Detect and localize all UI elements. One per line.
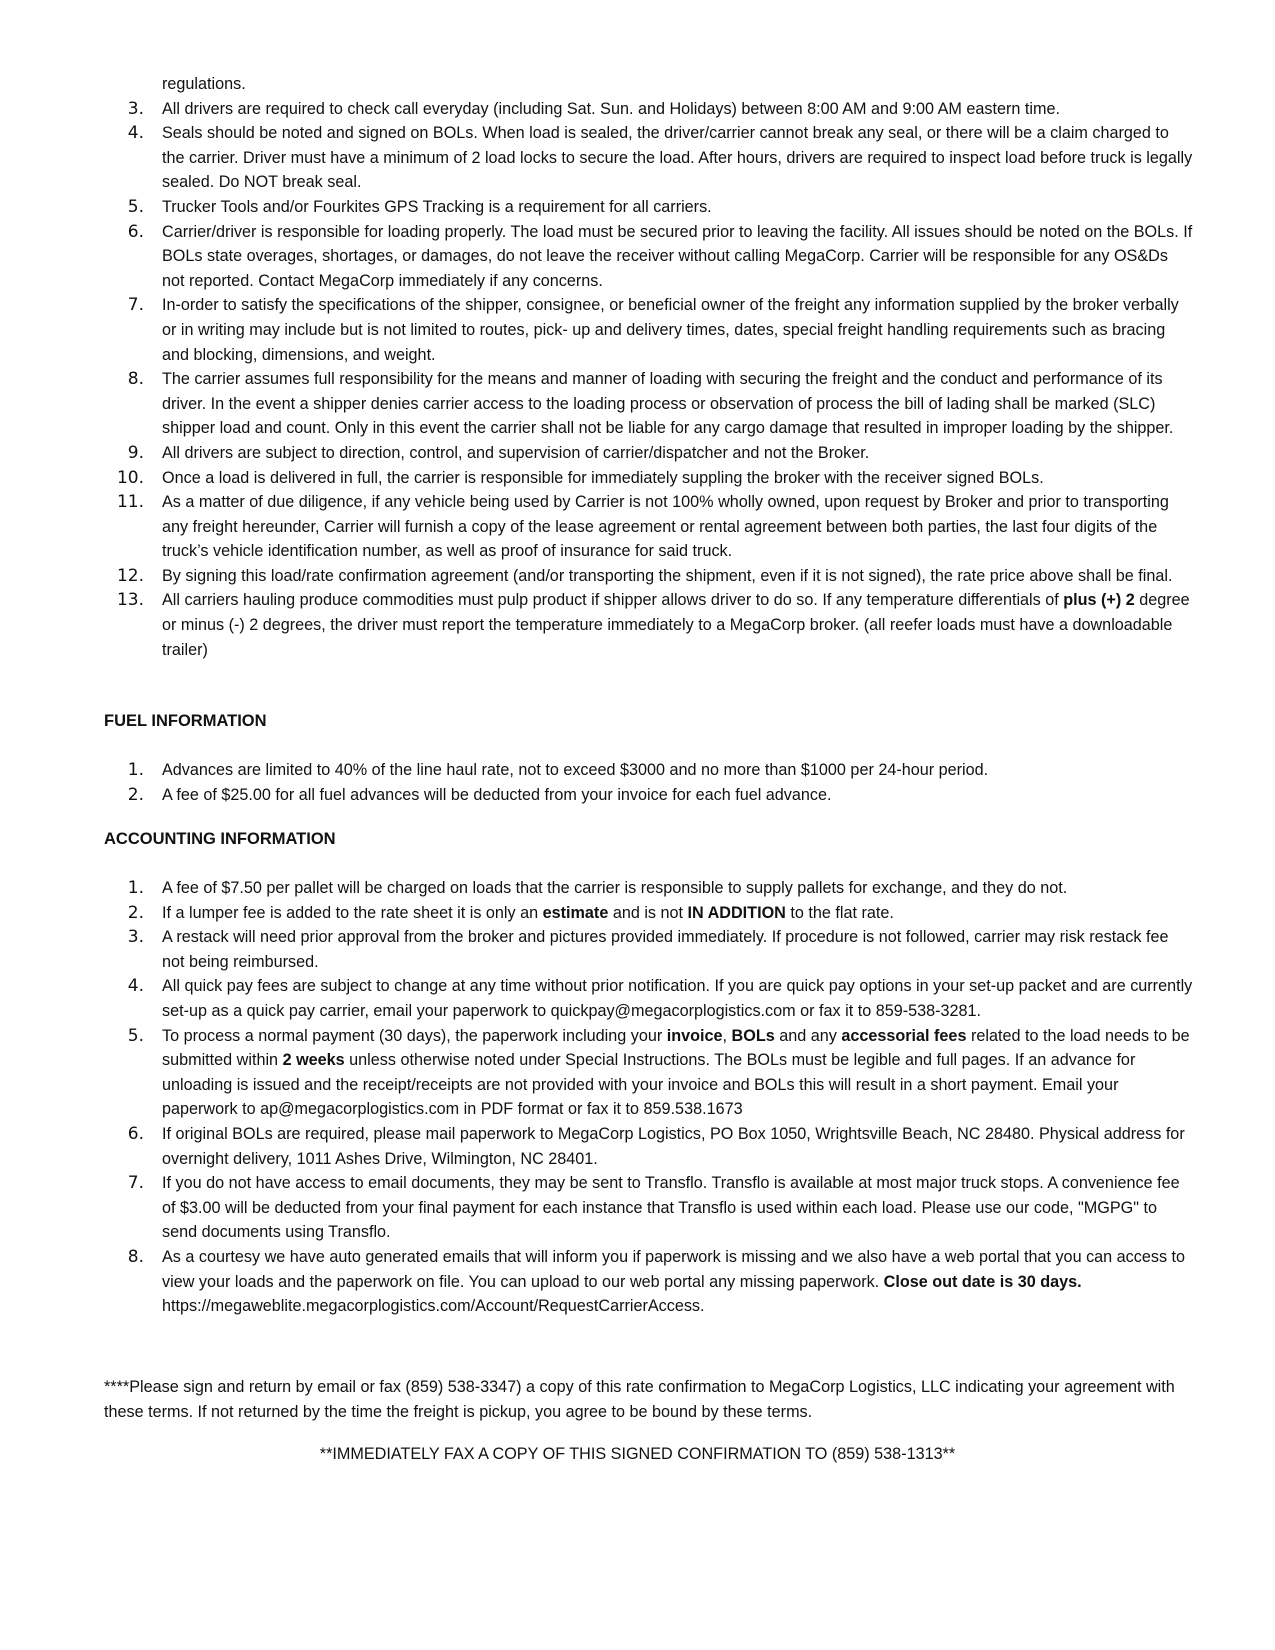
list-text (162, 367, 1194, 441)
list-item (104, 758, 1194, 783)
text-run: to the flat rate. (785, 903, 894, 922)
list-text (162, 925, 1194, 974)
list-number: 6. (127, 221, 144, 242)
bold-text: 2 weeks (282, 1051, 345, 1070)
list-number: 4. (127, 123, 144, 144)
text-run: All carriers hauling produce commodities must pulp product if shipper allows driver to do so. If any temperature differentials of (162, 591, 1064, 610)
text-run: A fee of $7.50 per pallet will be charged on loads that the carrier is responsible to supply pallets for exchange, and they do not. (162, 879, 1068, 897)
text-run: Once a load is delivered in full, the carrier is responsible for immediately suppling the broker with the receiver signed BOLs. (162, 468, 1044, 487)
text-run: A fee of $25.00 for all fuel advances will be deducted from your invoice for each fuel advance. (162, 785, 832, 804)
list-item (104, 783, 1194, 808)
text-run: If a lumper fee is added to the rate sheet it is only an (162, 903, 543, 922)
text-run: All quick pay fees are subject to change at any time without prior notification. If you are quick pay options in your set-up packet and are currently set-up as a quick pay carrier, email your paperwork to quickpay@megacorplogistics.com or fax it to 859-538-3281. (162, 977, 1193, 1020)
closing-paragraph: ****Please sign and return by email or fax (859) 538-3347) a copy of this rate confirmation to MegaCorp Logistics, LLC indicating your agreement with these terms. If not returned by the time the freight is pickup, you agree to be bound by these terms. (104, 1378, 1175, 1421)
text-run: By signing this load/rate confirmation agreement (and/or transporting the shipment, even if it is not signed), the rate price above shall be final. (162, 566, 1173, 585)
list-item (104, 876, 1194, 901)
list-text (162, 1122, 1194, 1171)
text-run: To process a normal payment (30 days), the paperwork including your (162, 1026, 667, 1045)
list-text (162, 758, 1194, 783)
list-number: 13. (116, 590, 144, 611)
list-number: 1. (127, 878, 144, 898)
list-text (162, 1171, 1194, 1245)
list-number: 1. (127, 760, 144, 780)
text-run: regulations. (162, 75, 246, 93)
list-number: 4. (127, 976, 144, 997)
list-item (104, 367, 1194, 441)
list-text (162, 293, 1194, 367)
fuel-list (104, 758, 1194, 807)
bold-text: IN ADDITION (687, 903, 786, 922)
list-number: 9. (127, 442, 144, 463)
list-text (162, 97, 1194, 122)
list-text (162, 72, 1194, 97)
fax-notice: **IMMEDIATELY FAX A COPY OF THIS SIGNED CONFIRMATION TO (859) 538-1313** (319, 1445, 956, 1463)
list-item (104, 1171, 1194, 1245)
text-run: Advances are limited to 40% of the line haul rate, not to exceed $3000 and no more than $1000 per 24-hour period. (162, 761, 989, 779)
list-text (162, 974, 1194, 1023)
text-run: and is not (608, 903, 688, 922)
text-run: , (722, 1026, 732, 1045)
list-text (162, 441, 1194, 466)
list-number: 5. (127, 196, 144, 217)
fuel-heading: FUEL INFORMATION (104, 712, 267, 730)
list-item (104, 293, 1194, 367)
list-text (162, 588, 1194, 662)
list-text (162, 1245, 1194, 1319)
accounting-list (104, 876, 1194, 1319)
list-number: 12. (116, 565, 144, 586)
list-text (162, 564, 1194, 589)
terms-list (104, 72, 1194, 662)
list-number: 2. (127, 902, 144, 923)
text-run: The carrier assumes full responsibility for the means and manner of loading with securing the freight and the conduct and performance of its driver. In the event a shipper denies carrier access to the loading process or observation of process the bill of lading shall be marked (SLC) shipper load and count. Only in this event the carrier shall not be liable for any cargo damage that resulted in improper loading by the shipper. (162, 370, 1174, 438)
text-run: A restack will need prior approval from the broker and pictures provided immediately. If procedure is not followed, carrier may risk restack fee not being reimbursed. (162, 928, 1169, 971)
list-item (104, 925, 1194, 974)
list-text (162, 490, 1194, 564)
list-number: 7. (127, 1173, 144, 1194)
list-number: 2. (127, 784, 144, 805)
text-run: As a courtesy we have auto generated emails that will inform you if paperwork is missing and we also have a web portal that you can access to view your loads and the paperwork on file. You can upload to our web portal any missing paperwork. (162, 1247, 1186, 1291)
list-number: 10. (116, 467, 144, 488)
list-item (104, 490, 1194, 564)
list-item (104, 1024, 1194, 1122)
text-run: Seals should be noted and signed on BOLs. When load is sealed, the driver/carrier cannot break any seal, or there will be a claim charged to the carrier. Driver must have a minimum of 2 load locks to secure the load. After hours, drivers are required to inspect load before truck is legally sealed. Do NOT break seal. (162, 124, 1193, 192)
list-item (104, 466, 1194, 491)
list-number: 11. (116, 492, 144, 513)
list-item (104, 441, 1194, 466)
text-run: In-order to satisfy the specifications of the shipper, consignee, or beneficial owner of the freight any information supplied by the broker verbally or in writing may include but is not limited to routes, pick- up and delivery times, dates, special freight handling requirements such as bracing and blocking, dimensions, and weight. (162, 296, 1179, 364)
text-run: If original BOLs are required, please mail paperwork to MegaCorp Logistics, PO Box 1050, Wrightsville Beach, NC 28480. Physical address for overnight delivery, 1011 Ashes Drive, Wilmington, NC 28401. (162, 1124, 1185, 1168)
text-run: degree or minus (-) 2 degrees, the driver must report the temperature immediately to a MegaCorp broker. (all reefer loads must have a downloadable trailer) (162, 591, 1190, 659)
list-text (162, 876, 1194, 901)
text-run: If you do not have access to email documents, they may be sent to Transflo. Transflo is available at most major truck stops. A convenience fee of $3.00 will be deducted from your final payment for each instance that Transflo is used within each load. Please use our code, "MGPG" to send documents using Transflo. (162, 1174, 1180, 1242)
list-text (162, 1024, 1194, 1122)
text-run: Trucker Tools and/or Fourkites GPS Tracking is a requirement for all carriers. (162, 197, 712, 216)
list-text (162, 195, 1194, 220)
text-run: All drivers are subject to direction, control, and supervision of carrier/dispatcher and not the Broker. (162, 443, 870, 462)
list-number: 8. (127, 1246, 144, 1267)
list-number: 5. (127, 1025, 144, 1046)
bold-text: BOLs (731, 1026, 775, 1045)
bold-text: accessorial fees (841, 1026, 967, 1045)
list-item (104, 121, 1194, 195)
text-run: related to the load needs to be submitted within (162, 1026, 1190, 1070)
list-item (104, 564, 1194, 589)
list-text (162, 783, 1194, 808)
list-item (104, 97, 1194, 122)
list-number: 8. (127, 369, 144, 390)
list-number: 3. (127, 98, 144, 119)
list-text (162, 901, 1194, 926)
list-text (162, 220, 1194, 294)
list-item (104, 1245, 1194, 1319)
bold-text: plus (+) 2 (1063, 591, 1135, 610)
list-number: 6. (127, 1123, 144, 1144)
text-run: unless otherwise noted under Special Instructions. The BOLs must be legible and full pages. If an advance for unloading is issued and the receipt/receipts are not provided with your invoice and BOLs this will result in a short payment. Email your paperwork to ap@megacorplogistics.com in PDF format or fax it to 859.538.1673 (162, 1051, 1136, 1119)
list-item (104, 974, 1194, 1023)
text-run: and any (774, 1026, 842, 1045)
list-item (104, 220, 1194, 294)
text-run: Carrier/driver is responsible for loading properly. The load must be secured prior to leaving the facility. All issues should be noted on the BOLs. If BOLs state overages, shortages, or damages, do not leave the receiver without calling MegaCorp. Carrier will be responsible for any OS&Ds not reported. Contact MegaCorp immediately if any concerns. (162, 222, 1193, 290)
bold-text: invoice (666, 1026, 723, 1045)
list-item (104, 72, 1194, 97)
text-run: As a matter of due diligence, if any vehicle being used by Carrier is not 100% wholly owned, upon request by Broker and prior to transporting any freight hereunder, Carrier will furnish a copy of the lease agreement or rental agreement between both parties, the last four digits of the truck’s vehicle identification number, as well as proof of insurance for said truck. (162, 493, 1169, 561)
list-item (104, 1122, 1194, 1171)
list-text (162, 466, 1194, 491)
list-number: 7. (127, 295, 144, 316)
bold-text: estimate (542, 903, 609, 922)
accounting-heading: ACCOUNTING INFORMATION (104, 830, 336, 848)
list-text (162, 121, 1194, 195)
list-number: 3. (127, 927, 144, 948)
list-item (104, 195, 1194, 220)
bold-text: Close out date is 30 days. (883, 1272, 1082, 1291)
text-run: https://megaweblite.megacorplogistics.com/Account/RequestCarrierAccess. (162, 1297, 705, 1316)
text-run: All drivers are required to check call everyday (including Sat. Sun. and Holidays) between 8:00 AM and 9:00 AM eastern time. (162, 99, 1060, 118)
list-item (104, 901, 1194, 926)
list-item (104, 588, 1194, 662)
